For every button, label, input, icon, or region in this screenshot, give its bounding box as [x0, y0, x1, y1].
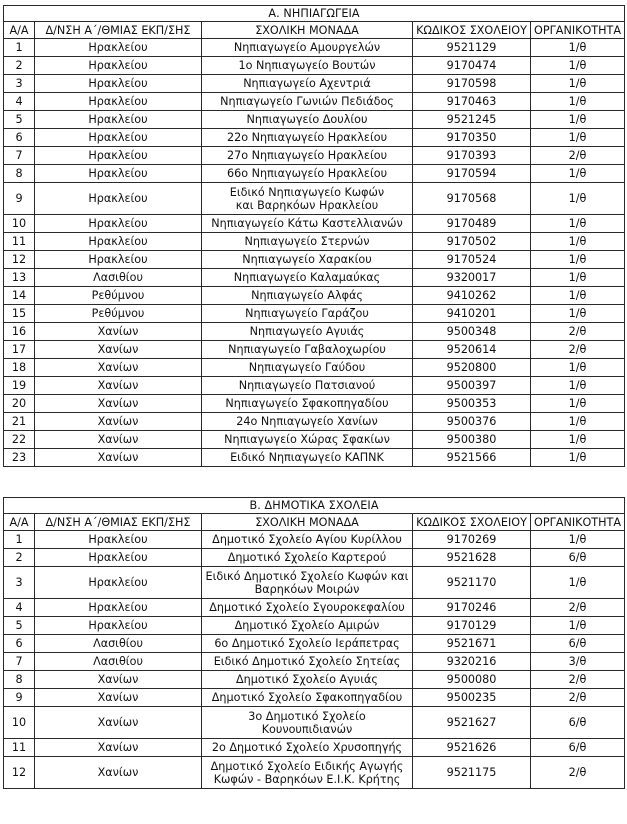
table-row [4, 359, 625, 377]
row-index-cell: 7 [4, 147, 35, 165]
table-row [4, 599, 625, 617]
school-code-cell: 9500353 [413, 395, 531, 413]
row-index-cell: 6 [4, 129, 35, 147]
column-header-school-code: ΚΩΔΙΚΟΣ ΣΧΟΛΕΙΟΥ [413, 22, 531, 39]
row-index-cell: 11 [4, 739, 35, 757]
primary-schools-table-container [3, 497, 624, 789]
school-code-cell: 9500376 [413, 413, 531, 431]
school-unit-cell: Νηπιαγωγείο Κάτω Καστελλιανών [202, 215, 413, 233]
directorate-cell: Λασιθίου [35, 269, 202, 287]
school-code-cell: 9521626 [413, 739, 531, 757]
directorate-cell: Χανίων [35, 413, 202, 431]
school-unit-cell: 2ο Δημοτικό Σχολείο Χρυσοπηγής [202, 739, 413, 757]
school-unit-cell: Νηπιαγωγείο Γαύδου [202, 359, 413, 377]
school-unit-line: Βαρηκόων Μοιρών [254, 582, 360, 596]
organicity-cell: 2/θ [531, 323, 625, 341]
table-row [4, 671, 625, 689]
school-unit-cell [202, 757, 413, 789]
school-code-cell: 9521129 [413, 39, 531, 57]
organicity-cell: 2/θ [531, 147, 625, 165]
table-row [4, 707, 625, 739]
row-index-cell: 18 [4, 359, 35, 377]
school-code-cell: 9521628 [413, 549, 531, 567]
row-index-cell: 5 [4, 111, 35, 129]
row-index-cell: 20 [4, 395, 35, 413]
organicity-cell: 1/θ [531, 39, 625, 57]
table-row [4, 147, 625, 165]
school-unit-line: Κωφών - Βαρηκόων Ε.Ι.Κ. Κρήτης [213, 772, 401, 786]
row-index-cell: 8 [4, 165, 35, 183]
school-unit-cell: Νηπιαγωγείο Χώρας Σφακίων [202, 431, 413, 449]
organicity-cell: 1/θ [531, 377, 625, 395]
school-code-cell: 9521170 [413, 567, 531, 599]
school-code-cell: 9520614 [413, 341, 531, 359]
row-index-cell: 12 [4, 251, 35, 269]
table-row [4, 413, 625, 431]
school-code-cell: 9500380 [413, 431, 531, 449]
school-code-cell: 9521566 [413, 449, 531, 467]
kindergartens-table-container [3, 5, 624, 467]
row-index-cell: 2 [4, 57, 35, 75]
table-row [4, 567, 625, 599]
table-row [4, 757, 625, 789]
directorate-cell: Χανίων [35, 707, 202, 739]
table-row [4, 395, 625, 413]
school-unit-cell: Νηπιαγωγείο Αμουργελών [202, 39, 413, 57]
table-row [4, 739, 625, 757]
school-unit-cell: 6ο Δημοτικό Σχολείο Ιεράπετρας [202, 635, 413, 653]
school-code-cell: 9521671 [413, 635, 531, 653]
column-header-index: Α/Α [4, 22, 35, 39]
column-header-school-unit: ΣΧΟΛΙΚΗ ΜΟΝΑΔΑ [202, 22, 413, 39]
organicity-cell: 2/θ [531, 671, 625, 689]
school-unit-cell: Νηπιαγωγείο Αλφάς [202, 287, 413, 305]
section-title: Β. ΔΗΜΟΤΙΚΑ ΣΧΟΛΕΙΑ [4, 498, 625, 514]
row-index-cell: 9 [4, 183, 35, 215]
directorate-cell: Ηρακλείου [35, 183, 202, 215]
school-unit-cell: 27ο Νηπιαγωγείο Ηρακλείου [202, 147, 413, 165]
row-index-cell: 23 [4, 449, 35, 467]
school-unit-cell: Δημοτικό Σχολείο Καρτερού [202, 549, 413, 567]
column-header-school-unit: ΣΧΟΛΙΚΗ ΜΟΝΑΔΑ [202, 514, 413, 531]
school-unit-cell: 24ο Νηπιαγωγείο Χανίων [202, 413, 413, 431]
organicity-cell: 2/θ [531, 599, 625, 617]
table-row [4, 39, 625, 57]
organicity-cell: 1/θ [531, 449, 625, 467]
table-row [4, 635, 625, 653]
row-index-cell: 10 [4, 707, 35, 739]
school-unit-cell: Νηπιαγωγείο Στερνών [202, 233, 413, 251]
organicity-cell: 1/θ [531, 93, 625, 111]
organicity-cell: 1/θ [531, 129, 625, 147]
table-row [4, 617, 625, 635]
row-index-cell: 14 [4, 287, 35, 305]
directorate-cell: Χανίων [35, 431, 202, 449]
organicity-cell: 2/θ [531, 341, 625, 359]
directorate-cell: Ηρακλείου [35, 93, 202, 111]
organicity-cell: 6/θ [531, 635, 625, 653]
school-code-cell: 9500235 [413, 689, 531, 707]
school-code-cell: 9521175 [413, 757, 531, 789]
directorate-cell: Χανίων [35, 449, 202, 467]
directorate-cell: Ηρακλείου [35, 165, 202, 183]
column-header-index: Α/Α [4, 514, 35, 531]
table-row [4, 251, 625, 269]
row-index-cell: 12 [4, 757, 35, 789]
directorate-cell: Λασιθίου [35, 653, 202, 671]
directorate-cell: Ηρακλείου [35, 617, 202, 635]
table-row [4, 531, 625, 549]
organicity-cell: 2/θ [531, 689, 625, 707]
directorate-cell: Χανίων [35, 757, 202, 789]
organicity-cell: 1/θ [531, 269, 625, 287]
directorate-cell: Χανίων [35, 359, 202, 377]
table-row [4, 431, 625, 449]
column-header-directorate: Δ/ΝΣΗ Α΄/ΘΜΙΑΣ ΕΚΠ/ΣΗΣ [35, 514, 202, 531]
directorate-cell: Ηρακλείου [35, 233, 202, 251]
organicity-cell: 1/θ [531, 251, 625, 269]
organicity-cell: 1/θ [531, 531, 625, 549]
column-header-organicity: ΟΡΓΑΝΙΚΟΤΗΤΑ [531, 514, 625, 531]
row-index-cell: 4 [4, 93, 35, 111]
row-index-cell: 15 [4, 305, 35, 323]
row-index-cell: 16 [4, 323, 35, 341]
school-code-cell: 9410262 [413, 287, 531, 305]
row-index-cell: 1 [4, 531, 35, 549]
school-code-cell: 9521627 [413, 707, 531, 739]
directorate-cell: Ηρακλείου [35, 567, 202, 599]
school-unit-cell: Δημοτικό Σχολείο Σγουροκεφαλίου [202, 599, 413, 617]
row-index-cell: 6 [4, 635, 35, 653]
school-code-cell: 9170489 [413, 215, 531, 233]
table-row [4, 57, 625, 75]
table-row [4, 269, 625, 287]
organicity-cell: 1/θ [531, 233, 625, 251]
organicity-cell: 1/θ [531, 75, 625, 93]
school-code-cell: 9320017 [413, 269, 531, 287]
row-index-cell: 3 [4, 75, 35, 93]
school-code-cell: 9170129 [413, 617, 531, 635]
school-code-cell: 9170463 [413, 93, 531, 111]
organicity-cell: 1/θ [531, 395, 625, 413]
table-row [4, 287, 625, 305]
table-row [4, 215, 625, 233]
school-code-cell: 9500080 [413, 671, 531, 689]
school-unit-line: Ειδικό Νηπιαγωγείο Κωφών [229, 185, 385, 199]
school-unit-cell: Νηπιαγωγείο Αχεντριά [202, 75, 413, 93]
school-unit-cell [202, 183, 413, 215]
directorate-cell: Ηρακλείου [35, 129, 202, 147]
directorate-cell: Ηρακλείου [35, 215, 202, 233]
row-index-cell: 11 [4, 233, 35, 251]
school-code-cell: 9170594 [413, 165, 531, 183]
school-code-cell: 9170568 [413, 183, 531, 215]
table-row [4, 449, 625, 467]
school-unit-cell: Δημοτικό Σχολείο Αγίου Κυρίλλου [202, 531, 413, 549]
directorate-cell: Ηρακλείου [35, 39, 202, 57]
directorate-cell: Ηρακλείου [35, 147, 202, 165]
row-index-cell: 8 [4, 671, 35, 689]
directorate-cell: Χανίων [35, 671, 202, 689]
table-row [4, 93, 625, 111]
directorate-cell: Ηρακλείου [35, 75, 202, 93]
directorate-cell: Λασιθίου [35, 635, 202, 653]
directorate-cell: Ρεθύμνου [35, 287, 202, 305]
school-unit-cell: Νηπιαγωγείο Χαρακίου [202, 251, 413, 269]
organicity-cell: 1/θ [531, 617, 625, 635]
organicity-cell: 1/θ [531, 413, 625, 431]
school-unit-cell: Δημοτικό Σχολείο Αμιρών [202, 617, 413, 635]
organicity-cell: 2/θ [531, 757, 625, 789]
school-unit-cell [202, 707, 413, 739]
school-unit-cell: Νηπιαγωγείο Αγυιάς [202, 323, 413, 341]
school-code-cell: 9170350 [413, 129, 531, 147]
school-code-cell: 9170474 [413, 57, 531, 75]
school-unit-cell: 66ο Νηπιαγωγείο Ηρακλείου [202, 165, 413, 183]
section-title: Α. ΝΗΠΙΑΓΩΓΕΙΑ [4, 6, 625, 22]
school-unit-cell: Νηπιαγωγείο Πατσιανού [202, 377, 413, 395]
school-unit-line: Δημοτικό Σχολείο Ειδικής Αγωγής [210, 759, 404, 773]
school-code-cell: 9320216 [413, 653, 531, 671]
organicity-cell: 1/θ [531, 111, 625, 129]
row-index-cell: 1 [4, 39, 35, 57]
table-row [4, 183, 625, 215]
school-unit-cell: Ειδικό Νηπιαγωγείο ΚΑΠΝΚ [202, 449, 413, 467]
directorate-cell: Ηρακλείου [35, 57, 202, 75]
directorate-cell: Ρεθύμνου [35, 305, 202, 323]
row-index-cell: 4 [4, 599, 35, 617]
row-index-cell: 9 [4, 689, 35, 707]
organicity-cell: 1/θ [531, 57, 625, 75]
organicity-cell: 6/θ [531, 549, 625, 567]
school-code-cell: 9521245 [413, 111, 531, 129]
school-unit-cell: Νηπιαγωγείο Γωνιών Πεδιάδος [202, 93, 413, 111]
school-code-cell: 9170246 [413, 599, 531, 617]
directorate-cell: Ηρακλείου [35, 599, 202, 617]
directorate-cell: Χανίων [35, 395, 202, 413]
directorate-cell: Χανίων [35, 689, 202, 707]
row-index-cell: 21 [4, 413, 35, 431]
school-unit-cell: Νηπιαγωγείο Σφακοπηγαδίου [202, 395, 413, 413]
table-row [4, 165, 625, 183]
school-code-cell: 9170393 [413, 147, 531, 165]
table-row [4, 653, 625, 671]
school-unit-cell: Ειδικό Δημοτικό Σχολείο Σητείας [202, 653, 413, 671]
school-unit-cell [202, 567, 413, 599]
directorate-cell: Ηρακλείου [35, 549, 202, 567]
school-code-cell: 9170269 [413, 531, 531, 549]
school-code-cell: 9170502 [413, 233, 531, 251]
table-row [4, 111, 625, 129]
organicity-cell: 3/θ [531, 653, 625, 671]
organicity-cell: 6/θ [531, 707, 625, 739]
table-row [4, 689, 625, 707]
school-unit-line: και Βαρηκόων Ηρακλείου [235, 198, 379, 212]
column-header-school-code: ΚΩΔΙΚΟΣ ΣΧΟΛΕΙΟΥ [413, 514, 531, 531]
row-index-cell: 5 [4, 617, 35, 635]
organicity-cell: 1/θ [531, 567, 625, 599]
table-row [4, 129, 625, 147]
table-row [4, 233, 625, 251]
school-code-cell: 9520800 [413, 359, 531, 377]
table-row [4, 75, 625, 93]
school-unit-line: 3ο Δημοτικό Σχολείο [248, 709, 366, 723]
directorate-cell: Χανίων [35, 323, 202, 341]
table-row [4, 549, 625, 567]
school-code-cell: 9410201 [413, 305, 531, 323]
table-row [4, 305, 625, 323]
organicity-cell: 6/θ [531, 739, 625, 757]
school-code-cell: 9170524 [413, 251, 531, 269]
directorate-cell: Χανίων [35, 739, 202, 757]
row-index-cell: 2 [4, 549, 35, 567]
directorate-cell: Ηρακλείου [35, 251, 202, 269]
school-unit-cell: Δημοτικό Σχολείο Σφακοπηγαδίου [202, 689, 413, 707]
school-code-cell: 9500397 [413, 377, 531, 395]
table-row [4, 377, 625, 395]
row-index-cell: 13 [4, 269, 35, 287]
school-unit-cell: 22ο Νηπιαγωγείο Ηρακλείου [202, 129, 413, 147]
school-unit-cell: Νηπιαγωγείο Γαβαλοχωρίου [202, 341, 413, 359]
row-index-cell: 3 [4, 567, 35, 599]
school-unit-cell: Νηπιαγωγείο Γαράζου [202, 305, 413, 323]
school-unit-cell: Δημοτικό Σχολείο Αγυιάς [202, 671, 413, 689]
row-index-cell: 22 [4, 431, 35, 449]
organicity-cell: 1/θ [531, 215, 625, 233]
organicity-cell: 1/θ [531, 305, 625, 323]
organicity-cell: 1/θ [531, 183, 625, 215]
organicity-cell: 1/θ [531, 359, 625, 377]
organicity-cell: 1/θ [531, 431, 625, 449]
directorate-cell: Ηρακλείου [35, 111, 202, 129]
school-unit-cell: Νηπιαγωγείο Καλαμαύκας [202, 269, 413, 287]
school-code-cell: 9170598 [413, 75, 531, 93]
row-index-cell: 19 [4, 377, 35, 395]
school-unit-cell: 1ο Νηπιαγωγείο Βουτών [202, 57, 413, 75]
primary-schools-table [3, 497, 625, 789]
school-unit-cell: Νηπιαγωγείο Δουλίου [202, 111, 413, 129]
kindergartens-table [3, 5, 625, 467]
school-unit-line: Κουνουπιδιανών [261, 722, 353, 736]
column-header-directorate: Δ/ΝΣΗ Α΄/ΘΜΙΑΣ ΕΚΠ/ΣΗΣ [35, 22, 202, 39]
school-unit-line: Ειδικό Δημοτικό Σχολείο Κωφών και [205, 569, 409, 583]
row-index-cell: 10 [4, 215, 35, 233]
organicity-cell: 1/θ [531, 165, 625, 183]
column-header-organicity: ΟΡΓΑΝΙΚΟΤΗΤΑ [531, 22, 625, 39]
row-index-cell: 7 [4, 653, 35, 671]
table-row [4, 341, 625, 359]
directorate-cell: Χανίων [35, 377, 202, 395]
organicity-cell: 1/θ [531, 287, 625, 305]
row-index-cell: 17 [4, 341, 35, 359]
school-code-cell: 9500348 [413, 323, 531, 341]
directorate-cell: Ηρακλείου [35, 531, 202, 549]
directorate-cell: Χανίων [35, 341, 202, 359]
table-row [4, 323, 625, 341]
